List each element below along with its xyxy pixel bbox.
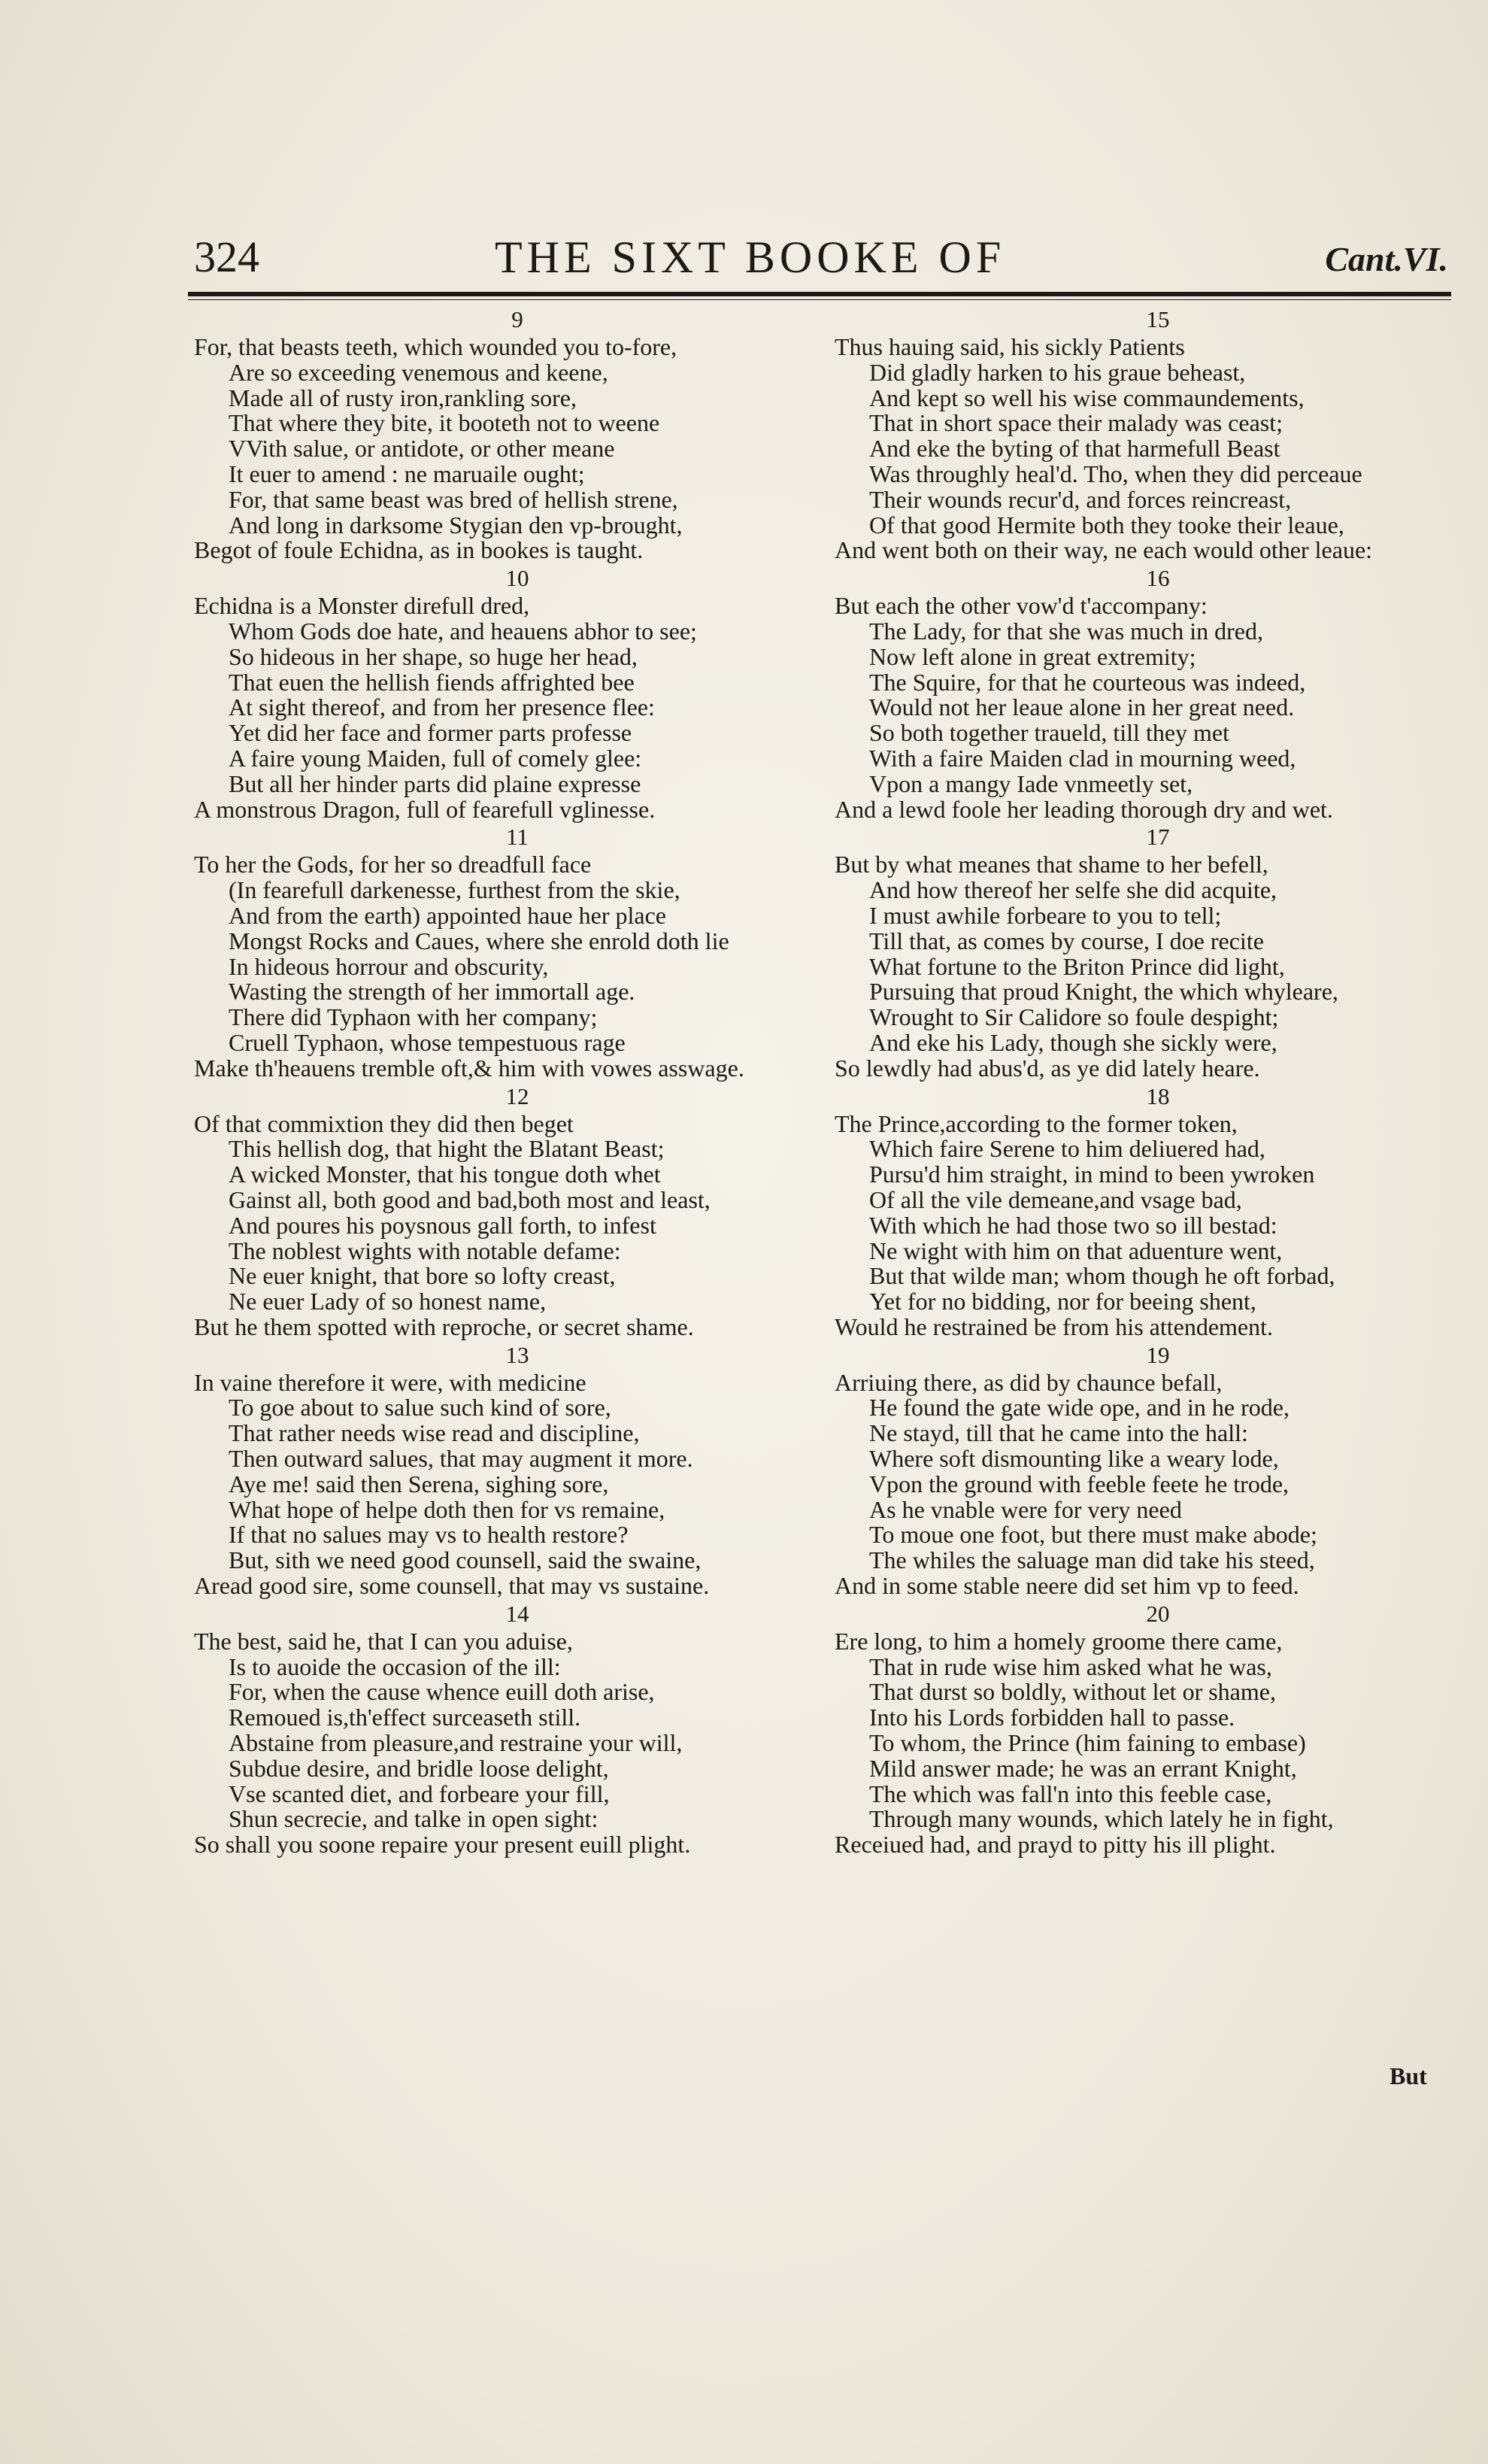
verse-line: Mongst Rocks and Caues, where she enrold doth lie xyxy=(229,927,729,954)
verse-line: To goe about to salue such kind of sore, xyxy=(229,1394,611,1422)
verse-line: Pursuing that proud Knight, the which whyleare, xyxy=(869,978,1338,1006)
header-rule-thin xyxy=(188,299,1451,300)
verse-line: That durst so boldly, without let or shame, xyxy=(869,1678,1276,1706)
verse-line: The noblest wights with notable defame: xyxy=(229,1237,621,1264)
verse-line: Make th'heauens tremble oft,& him with vowes asswage. xyxy=(194,1054,744,1082)
verse-line: And how thereof her selfe she did acquite, xyxy=(869,876,1277,904)
verse-line: There did Typhaon with her company; xyxy=(229,1003,598,1031)
verse-line: Now left alone in great extremity; xyxy=(869,642,1196,670)
stanza xyxy=(194,1340,841,1599)
verse-line: If that no salues may vs to health restore? xyxy=(229,1521,629,1549)
stanza xyxy=(835,563,1481,822)
verse-line: Aye me! said then Serena, sighing sore, xyxy=(229,1470,609,1498)
verse-line: In vaine therefore it were, with medicine xyxy=(194,1368,586,1396)
stanza xyxy=(835,305,1481,563)
verse-line: Arriuing there, as did by chaunce befall, xyxy=(835,1368,1223,1396)
verse-line: It euer to amend : ne maruaile ought; xyxy=(229,460,585,487)
verse-line: Their wounds recur'd, and forces reincreast, xyxy=(869,485,1292,513)
verse-line: As he vnable were for very need xyxy=(869,1495,1182,1523)
verse-line: Remoued is,th'effect surceaseth still. xyxy=(229,1704,581,1731)
verse-line: But he them spotted with reproche, or secret shame. xyxy=(194,1312,694,1340)
verse-line: What hope of helpe doth then for vs remaine, xyxy=(229,1495,665,1523)
verse-line: A monstrous Dragon, full of fearefull vglinesse. xyxy=(194,795,656,823)
stanza xyxy=(835,1082,1481,1340)
verse-line: The whiles the saluage man did take his steed, xyxy=(869,1546,1315,1574)
header-rule xyxy=(188,292,1451,296)
verse-line: But all her hinder parts did plaine expresse xyxy=(229,769,641,797)
stanza xyxy=(194,563,841,822)
stanza-number: 10 xyxy=(505,565,529,592)
verse-line: That in rude wise him asked what he was, xyxy=(869,1652,1272,1680)
verse-line: That rather needs wise read and discipline, xyxy=(229,1419,640,1447)
verse-line: A wicked Monster, that his tongue doth whet xyxy=(229,1161,661,1188)
stanza-number: 14 xyxy=(505,1600,529,1627)
verse-line: Wasting the strength of her immortall age. xyxy=(229,978,635,1006)
verse-line: The Prince,according to the former token, xyxy=(835,1109,1238,1137)
verse-line: Gainst all, both good and bad,both most and least, xyxy=(229,1185,711,1213)
verse-line: That where they bite, it booteth not to weene xyxy=(229,409,660,437)
verse-line: Yet for no bidding, nor for beeing shent, xyxy=(869,1288,1256,1315)
verse-line: And poures his poysnous gall forth, to infest xyxy=(229,1211,656,1239)
verse-line: With a faire Maiden clad in mourning weed, xyxy=(869,744,1296,772)
left-column xyxy=(194,305,841,1858)
verse-line: The best, said he, that I can you aduise, xyxy=(194,1627,573,1655)
verse-line: So lewdly had abus'd, as ye did lately heare. xyxy=(835,1054,1260,1082)
verse-line: Is to auoide the occasion of the ill: xyxy=(229,1652,561,1680)
verse-line: Into his Lords forbidden hall to passe. xyxy=(869,1704,1235,1731)
verse-line: And went both on their way, ne each would other leaue: xyxy=(835,536,1373,564)
verse-line: But each the other vow'd t'accompany: xyxy=(835,592,1208,620)
verse-line: Subdue desire, and bridle loose delight, xyxy=(229,1754,609,1782)
verse-line: Where soft dismounting like a weary lode, xyxy=(869,1445,1279,1473)
stanza-number: 18 xyxy=(1146,1082,1170,1109)
stanza xyxy=(194,1082,841,1340)
verse-line: Ne stayd, till that he came into the hall: xyxy=(869,1419,1248,1447)
verse-line: And in some stable neere did set him vp to feed. xyxy=(835,1572,1299,1600)
verse-line: He found the gate wide ope, and in he rode, xyxy=(869,1394,1289,1422)
verse-line: Are so exceeding venemous and keene, xyxy=(229,358,608,386)
stanza-number: 20 xyxy=(1146,1600,1170,1627)
verse-line: Receiued had, and prayd to pitty his ill plight. xyxy=(835,1831,1276,1859)
stanza-number: 17 xyxy=(1146,824,1170,851)
verse-line: A faire young Maiden, full of comely glee: xyxy=(229,744,642,772)
stanza xyxy=(194,1599,841,1858)
verse-line: Did gladly harken to his graue beheast, xyxy=(869,358,1246,386)
verse-line: At sight thereof, and from her presence flee: xyxy=(229,693,655,721)
verse-line: What fortune to the Briton Prince did light, xyxy=(869,952,1285,980)
verse-line: Thus hauing said, his sickly Patients xyxy=(835,333,1185,360)
verse-line: Echidna is a Monster direfull dred, xyxy=(194,592,530,620)
verse-line: I must awhile forbeare to you to tell; xyxy=(869,901,1222,929)
verse-line: Pursu'd him straight, in mind to been ywroken xyxy=(869,1161,1315,1188)
canto-label: Cant.VI. xyxy=(1325,240,1448,278)
verse-line: The which was fall'n into this feeble case, xyxy=(869,1780,1272,1807)
verse-line: And long in darksome Stygian den vp-brought, xyxy=(229,511,683,539)
verse-line: In hideous horrour and obscurity, xyxy=(229,952,549,980)
verse-line: Through many wounds, which lately he in fight, xyxy=(869,1805,1334,1833)
verse-line: Which faire Serene to him deliuered had, xyxy=(869,1135,1265,1163)
verse-line: Ne euer knight, that bore so lofty creast, xyxy=(229,1262,616,1290)
stanza-number: 16 xyxy=(1146,565,1170,592)
verse-line: But by what meanes that shame to her befell, xyxy=(835,851,1268,878)
verse-line: VVith salue, or antidote, or other meane xyxy=(229,435,615,463)
verse-line: The Lady, for that she was much in dred, xyxy=(869,617,1263,645)
verse-line: Of that commixtion they did then beget xyxy=(194,1109,574,1137)
stanza-number: 12 xyxy=(505,1082,529,1109)
verse-line: Ne euer Lady of so honest name, xyxy=(229,1288,547,1315)
verse-line: Begot of foule Echidna, as in bookes is taught. xyxy=(194,536,644,564)
verse-line: Vpon the ground with feeble feete he trode, xyxy=(869,1470,1289,1498)
stanza xyxy=(835,822,1481,1081)
verse-line: Vse scanted diet, and forbeare your fill, xyxy=(229,1780,610,1807)
verse-line: Would not her leaue alone in her great need. xyxy=(869,693,1295,721)
verse-line: So shall you soone repaire your present euill plight. xyxy=(194,1831,691,1859)
page-number: 324 xyxy=(194,232,259,281)
verse-line: That in short space their malady was ceast; xyxy=(869,409,1283,437)
verse-line: Vpon a mangy Iade vnmeetly set, xyxy=(869,769,1193,797)
verse-line: To moue one foot, but there must make abode; xyxy=(869,1521,1317,1549)
verse-line: Then outward salues, that may augment it more. xyxy=(229,1445,693,1473)
verse-line: Would he restrained be from his attendement. xyxy=(835,1312,1274,1340)
verse-line: The Squire, for that he courteous was indeed, xyxy=(869,668,1306,696)
stanza-number: 19 xyxy=(1146,1341,1170,1368)
stanza-number: 9 xyxy=(511,306,523,332)
verse-line: This hellish dog, that hight the Blatant Beast; xyxy=(229,1135,665,1163)
verse-line: Abstaine from pleasure,and restraine your will, xyxy=(229,1729,683,1757)
verse-line: For, that same beast was bred of hellish strene, xyxy=(229,485,678,513)
verse-line: And from the earth) appointed haue her place xyxy=(229,901,666,929)
verse-line: But, sith we need good counsell, said the swaine, xyxy=(229,1546,702,1574)
verse-line: Was throughly heal'd. Tho, when they did perceaue xyxy=(869,460,1362,487)
stanza xyxy=(835,1340,1481,1599)
verse-line: For, when the cause whence euill doth arise, xyxy=(229,1678,655,1706)
stanza xyxy=(194,305,841,563)
stanza xyxy=(835,1599,1481,1858)
stanza-number: 13 xyxy=(505,1341,529,1368)
verse-line: Of that good Hermite both they tooke their leaue, xyxy=(869,511,1344,539)
verse-line: (In fearefull darkenesse, furthest from the skie, xyxy=(229,876,680,904)
verse-line: Shun secrecie, and talke in open sight: xyxy=(229,1805,599,1833)
verse-line: And a lewd foole her leading thorough dry and wet. xyxy=(835,795,1333,823)
verse-line: Ne wight with him on that aduenture went, xyxy=(869,1237,1283,1264)
verse-line: To her the Gods, for her so dreadfull face xyxy=(194,851,592,878)
verse-line: Made all of rusty iron,rankling sore, xyxy=(229,384,577,411)
stanza-number: 15 xyxy=(1146,306,1170,332)
verse-line: Yet did her face and former parts professe xyxy=(229,719,632,747)
verse-line: With which he had those two so ill bestad: xyxy=(869,1211,1277,1239)
verse-line: Aread good sire, some counsell, that may vs sustaine. xyxy=(194,1572,710,1600)
verse-line: That euen the hellish fiends affrighted bee xyxy=(229,668,635,696)
stanza-number: 11 xyxy=(506,824,529,851)
verse-line: So hideous in her shape, so huge her head, xyxy=(229,642,638,670)
verse-line: So both together traueld, till they met xyxy=(869,719,1230,747)
running-header xyxy=(194,226,1448,293)
stanza xyxy=(194,822,841,1081)
verse-line: Whom Gods doe hate, and heauens abhor to see; xyxy=(229,617,697,645)
right-column xyxy=(835,305,1481,1858)
verse-line: And kept so well his wise commaundements, xyxy=(869,384,1305,411)
verse-line: But that wilde man; whom though he oft forbad, xyxy=(869,1262,1335,1290)
verse-line: Of all the vile demeane,and vsage bad, xyxy=(869,1185,1242,1213)
verse-line: Cruell Typhaon, whose tempestuous rage xyxy=(229,1028,626,1056)
catchword: But xyxy=(1390,2062,1427,2089)
verse-line: And eke the byting of that harmefull Beast xyxy=(869,435,1280,463)
verse-line: To whom, the Prince (him faining to embase) xyxy=(869,1729,1306,1757)
verse-line: And eke his Lady, though she sickly were, xyxy=(869,1028,1277,1056)
verse-line: Mild answer made; he was an errant Knight, xyxy=(869,1754,1297,1782)
verse-line: Wrought to Sir Calidore so foule despight; xyxy=(869,1003,1279,1031)
verse-line: For, that beasts teeth, which wounded you to-fore, xyxy=(194,333,677,360)
verse-line: Till that, as comes by course, I doe recite xyxy=(869,927,1264,954)
verse-line: Ere long, to him a homely groome there came, xyxy=(835,1627,1283,1655)
running-title: THE SIXT BOOKE OF xyxy=(495,232,1006,282)
